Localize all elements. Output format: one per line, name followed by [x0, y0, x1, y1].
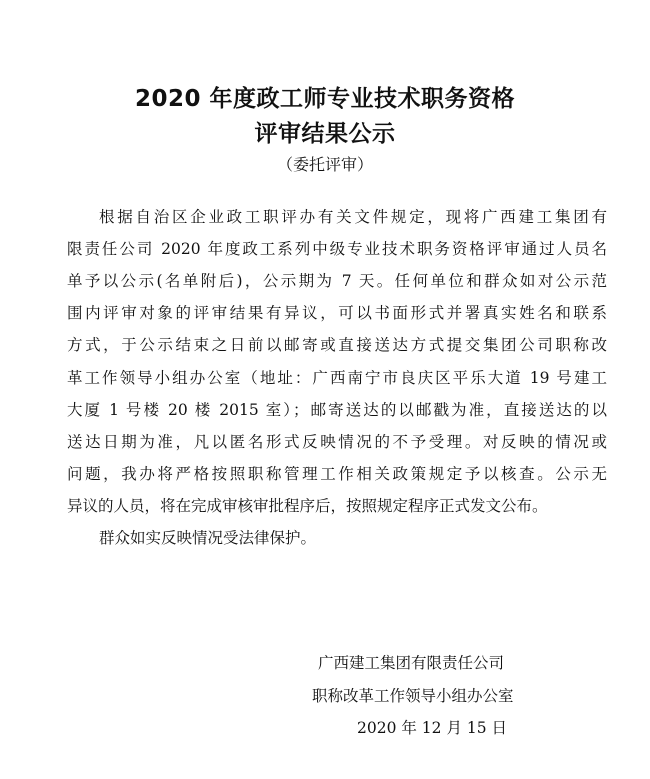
body-paragraph-line-1: 根据自治区企业政工职评办有关文件规定，现将广西建工集团有 [99, 208, 607, 226]
body-paragraph-line-6: 革工作领导小组办公室（地址：广西南宁市良庆区平乐大道 19 号建工 [67, 369, 607, 387]
body-paragraph-line-4: 围内评审对象的评审结果有异议，可以书面形式并署真实姓名和联系 [67, 304, 607, 322]
body-paragraph-line-7: 大厦 1 号楼 20 楼 2015 室）；邮寄送达的以邮戳为准，直接送达的以 [67, 401, 607, 419]
body-paragraph-line-9: 问题，我办将严格按照职称管理工作相关政策规定予以核查。公示无 [67, 465, 607, 483]
signature-organization: 广西建工集团有限责任公司 [318, 654, 505, 672]
body-paragraph-line-2: 限责任公司 2020 年度政工系列中级专业技术职务资格评审通过人员名 [67, 240, 607, 258]
document-title-line-2: 评审结果公示 [254, 121, 396, 147]
signature-date: 2020 年 12 月 15 日 [357, 719, 508, 737]
document-subtitle: （委托评审） [276, 155, 373, 174]
body-paragraph-line-8: 送达日期为准，凡以匿名形式反映情况的不予受理。对反映的情况或 [67, 433, 607, 451]
signature-office: 职称改革工作领导小组办公室 [312, 687, 514, 705]
body-paragraph-line-5: 方式，于公示结束之日前以邮寄或直接送达方式提交集团公司职称改 [67, 336, 607, 354]
body-paragraph-line-10: 异议的人员，将在完成审核审批程序后，按照规定程序正式发文公布。 [67, 497, 548, 515]
document-title-line-1: 2020 年度政工师专业技术职务资格 [134, 86, 516, 112]
closing-statement: 群众如实反映情况受法律保护。 [99, 529, 317, 547]
body-paragraph-line-3: 单予以公示(名单附后)，公示期为 7 天。任何单位和群众如对公示范 [67, 272, 607, 290]
